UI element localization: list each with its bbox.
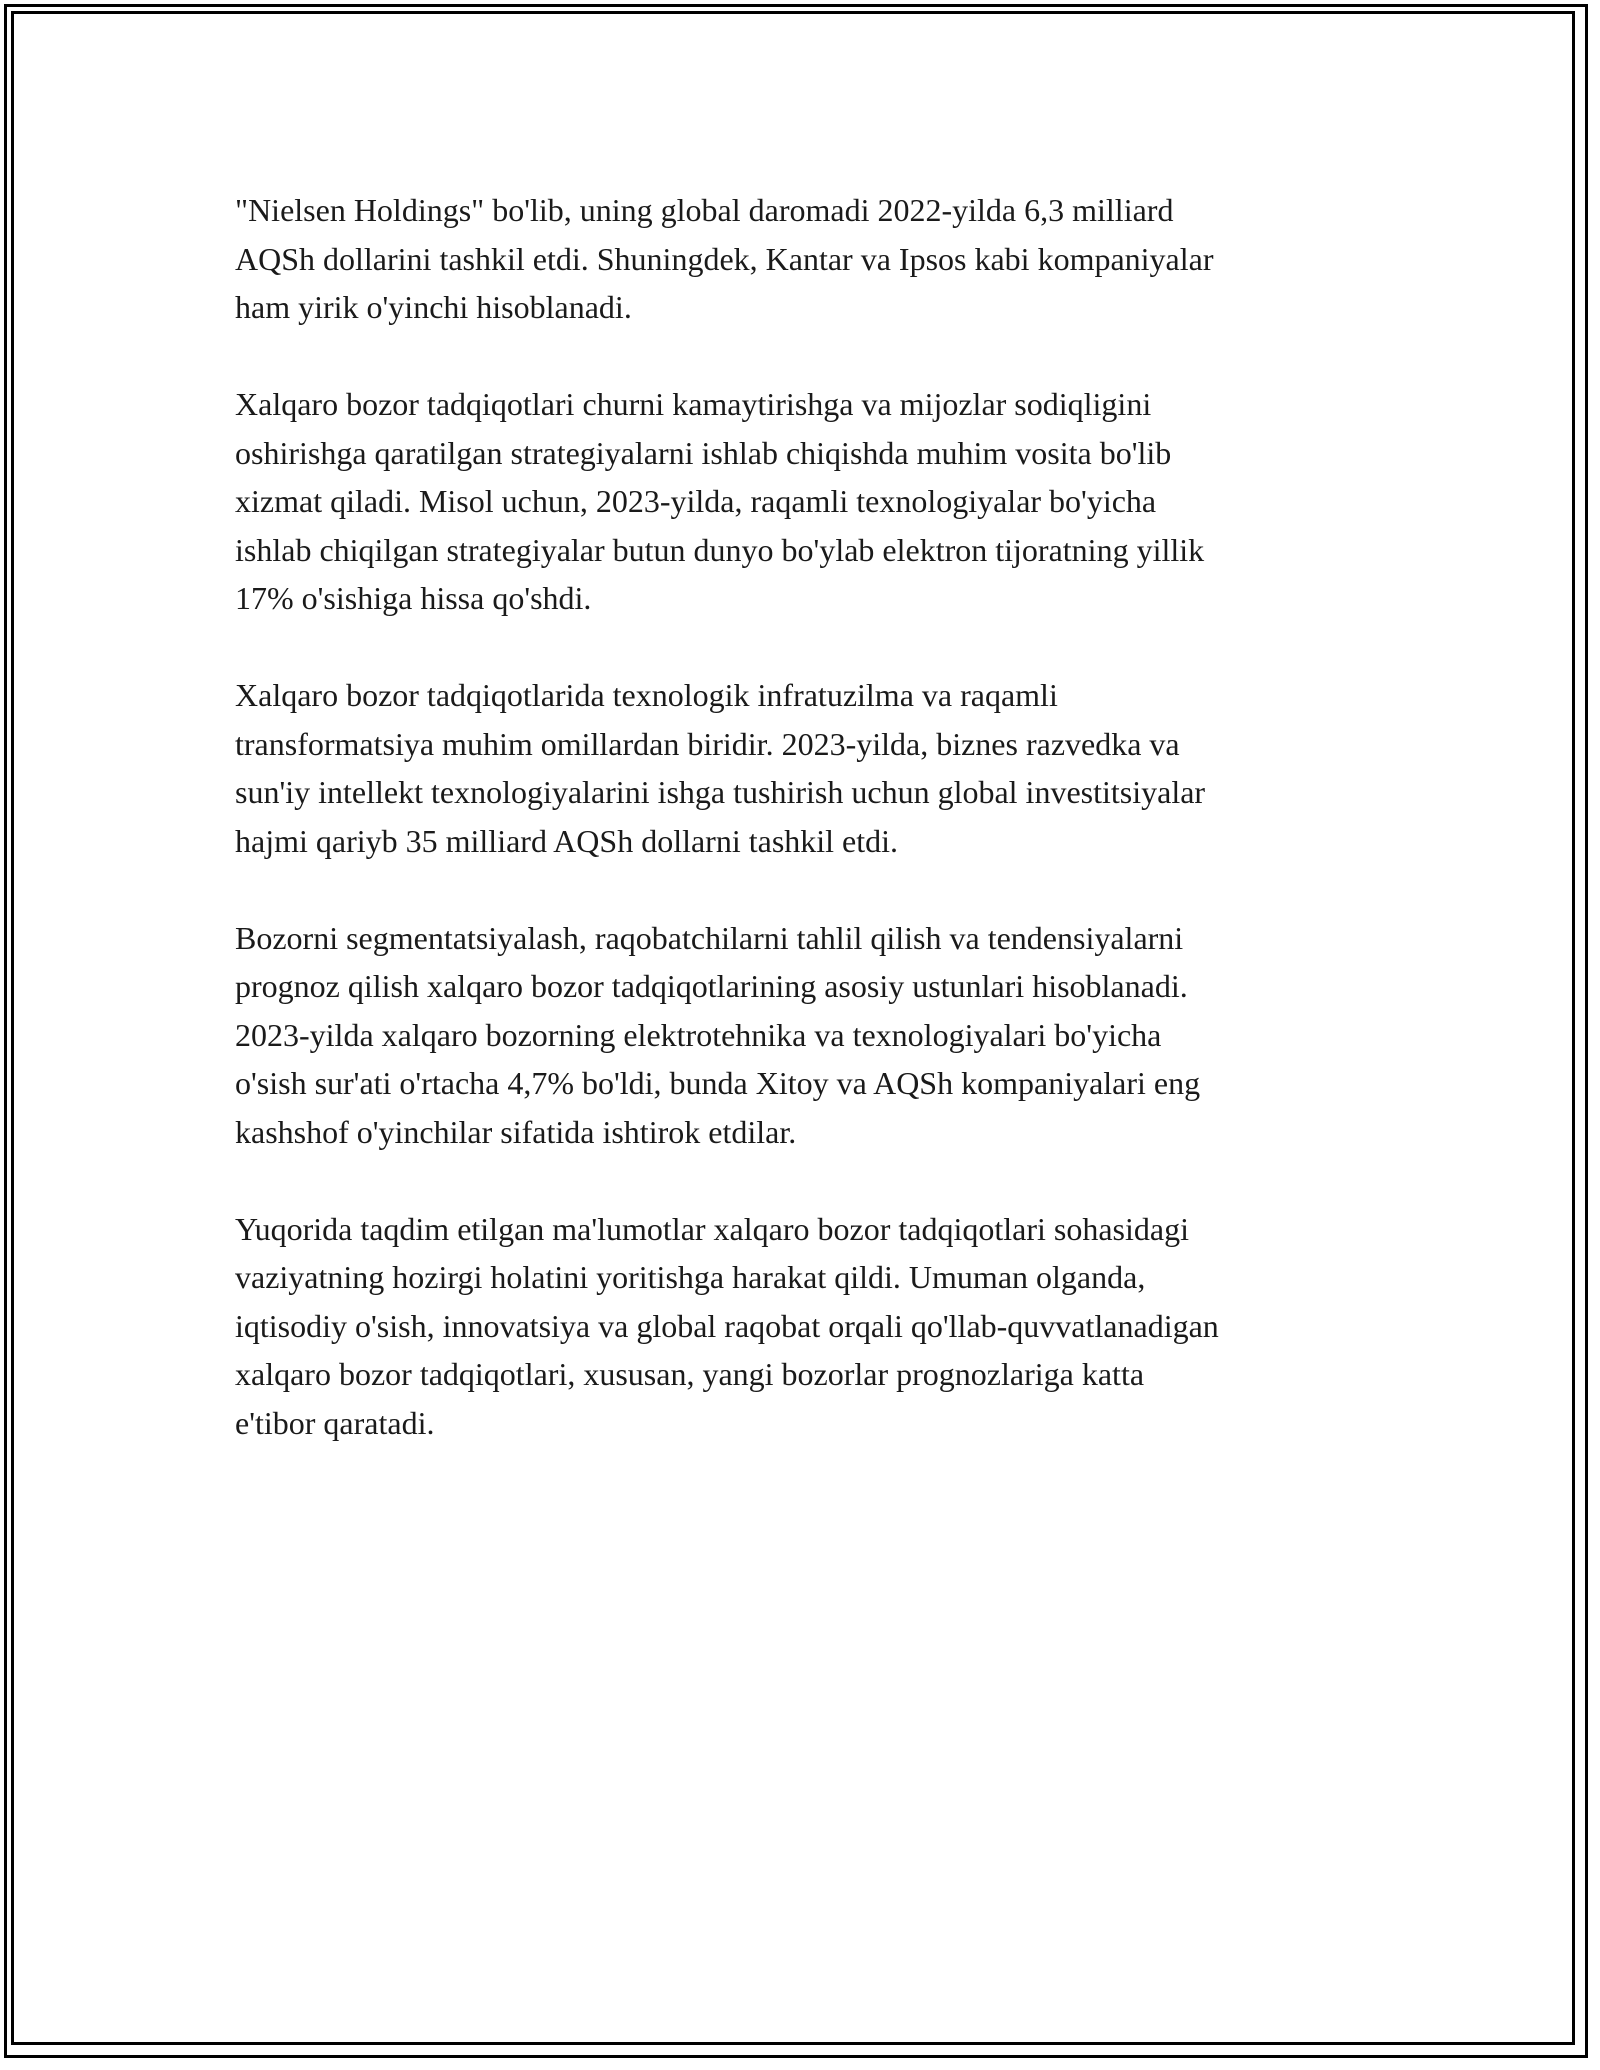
- paragraph-1: "Nielsen Holdings" bo'lib, uning global daromadi 2022-yilda 6,3 milliard AQSh dollarini tashkil etdi. Shuningdek, Kantar va Ipsos kabi kompaniyalar ham yirik o'yinchi hisoblanadi.: [235, 192, 1214, 325]
- paragraph-3: Xalqaro bozor tadqiqotlarida texnologik infratuzilma va raqamli transformatsiya muhim omillardan biridir. 2023-yilda, biznes razvedka va sun'iy intellekt texnologiyalarini ishga tushirish uchun global investitsiyalar hajmi qariyb 35 milliard AQSh dollarni tashkil etdi.: [235, 677, 1206, 859]
- paragraph-4: Bozorni segmentatsiyalash, raqobatchilarni tahlil qilish va tendensiyalarni prognoz qilish xalqaro bozor tadqiqotlarining asosiy ustunlari hisoblanadi. 2023-yilda xalqaro bozorning elektrotehnika va texnologiyalari bo'yicha o'sish sur'ati o'rtacha 4,7% bo'ldi, bunda Xitoy va AQSh kompaniyalari eng kashshof o'yinchilar sifatida ishtirok etdilar.: [235, 919, 1201, 1150]
- paragraph-2: Xalqaro bozor tadqiqotlari churni kamaytirishga va mijozlar sodiqligini oshirishga qaratilgan strategiyalarni ishlab chiqishda muhim vosita bo'lib xizmat qiladi. Misol uchun, 2023-yilda, raqamli texnologiyalar bo'yicha ishlab chiqilgan strategiyalar butun dunyo bo'ylab elektron tijoratning yillik 17% o'sishiga hissa qo'shdi.: [235, 386, 1205, 616]
- paragraph-5: Yuqorida taqdim etilgan ma'lumotlar xalqaro bozor tadqiqotlari sohasidagi vaziyatning hozirgi holatini yoritishga harakat qildi. Umuman olganda, iqtisodiy o'sish, innovatsiya va global raqobat orqali qo'llab-quvvatlanadigan xalqaro bozor tadqiqotlari, xususan, yangi bozorlar prognozlariga katta e'tibor qaratadi.: [235, 1210, 1219, 1441]
- document-body: [235, 186, 1365, 1447]
